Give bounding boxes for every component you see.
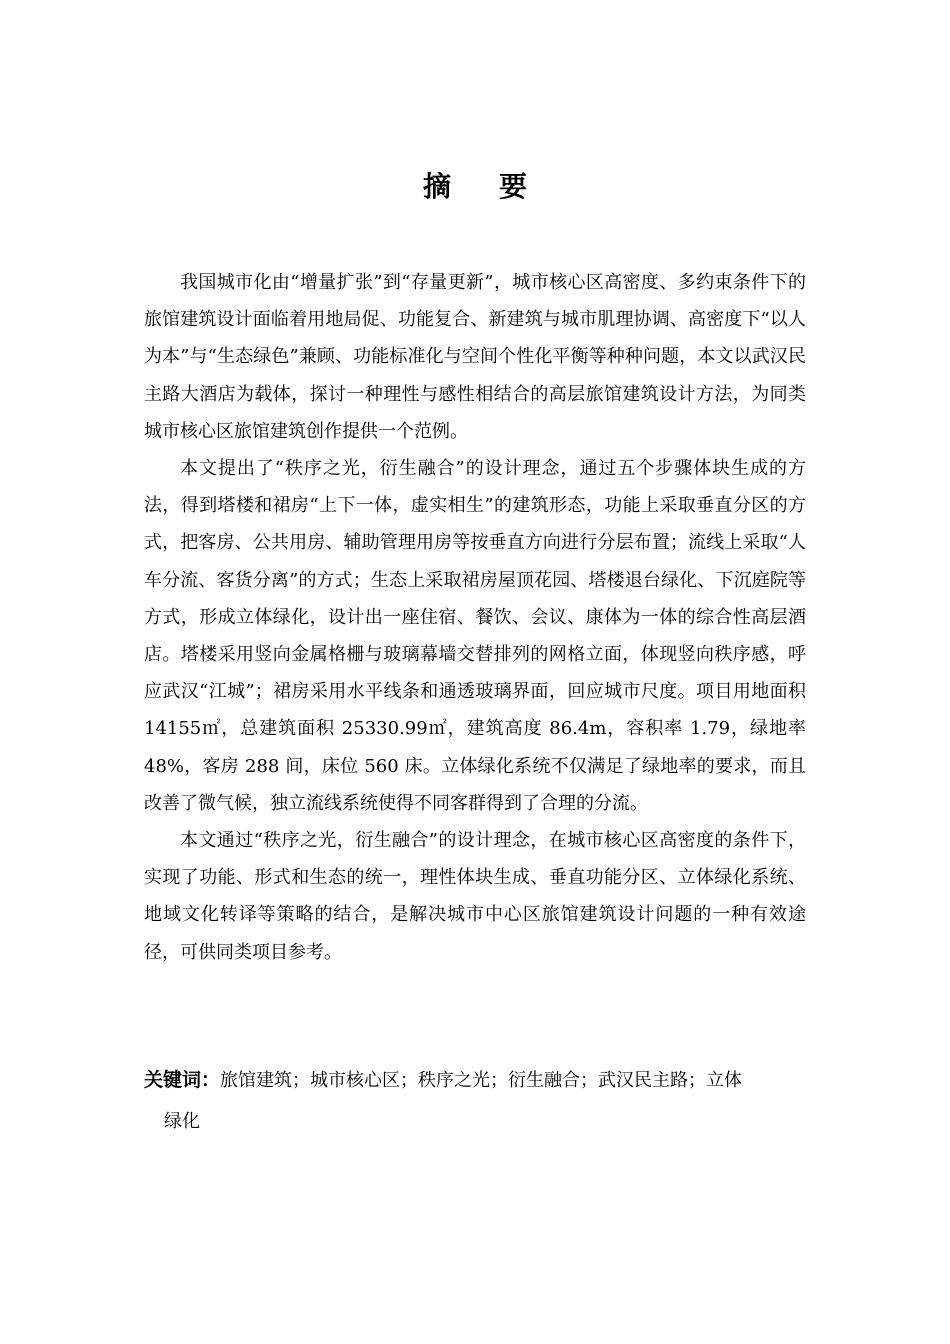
abstract-paragraph-3: 本文通过“秩序之光，衍生融合”的设计理念，在城市核心区高密度的条件下，实现了功能、形式和生态的统一，理性体块生成、垂直功能分区、立体绿化系统、地域文化转译等策略的结合，是解决城市中心区旅馆建筑设计问题的一种有效途径，可供同类项目参考。 [144, 830, 806, 963]
abstract-paragraph-2: 本文提出了“秩序之光，衍生融合”的设计理念，通过五个步骤体块生成的方法，得到塔楼和裙房“上下一体，虚实相生”的建筑形态，功能上采取垂直分区的方式，把客房、公共用房、辅助管理用房等按垂直方向进行分层布置；流线上采取“人车分流、客货分离”的方式；生态上采取裙房屋顶花园、塔楼退台绿化、下沉庭院等方式，形成立体绿化，设计出一座住宿、餐饮、会议、康体为一体的综合性高层酒店。塔楼采用竖向金属格栅与玻璃幕墙交替排列的网格立面，体现竖向秩序感，呼应武汉“江城”；裙房采用水平线条和通透玻璃界面，回应城市尺度。项目用地面积 14155㎡，总建筑面积 25330.99㎡，建筑高度 86.4m，容积率 1.79，绿地率 48%，客房 288 间，床位 560 床。立体绿化系统不仅满足了绿地率的要求，而且改善了微气候，独立流线系统使得不同客群得到了合理的分流。 [144, 458, 806, 814]
abstract-paragraph-1: 我国城市化由“增量扩张”到“存量更新”，城市核心区高密度、多约束条件下的旅馆建筑设计面临着用地局促、功能复合、新建筑与城市肌理协调、高密度下“以人为本”与“生态绿色”兼顾、功能标准化与空间个性化平衡等种种问题，本文以武汉民主路大酒店为载体，探讨一种理性与感性相结合的高层旅馆建筑设计方法，为同类城市核心区旅馆建筑创作提供一个范例。 [144, 272, 806, 442]
keywords-continuation: 绿化 [164, 1111, 200, 1132]
keywords-line [144, 1058, 806, 1103]
keywords-text: 旅馆建筑；城市核心区；秩序之光；衍生融合；武汉民主路；立体 [220, 1070, 743, 1091]
keywords-label: 关键词： [144, 1069, 221, 1091]
abstract-title: 摘要 [422, 170, 575, 203]
abstract-body [144, 264, 806, 971]
